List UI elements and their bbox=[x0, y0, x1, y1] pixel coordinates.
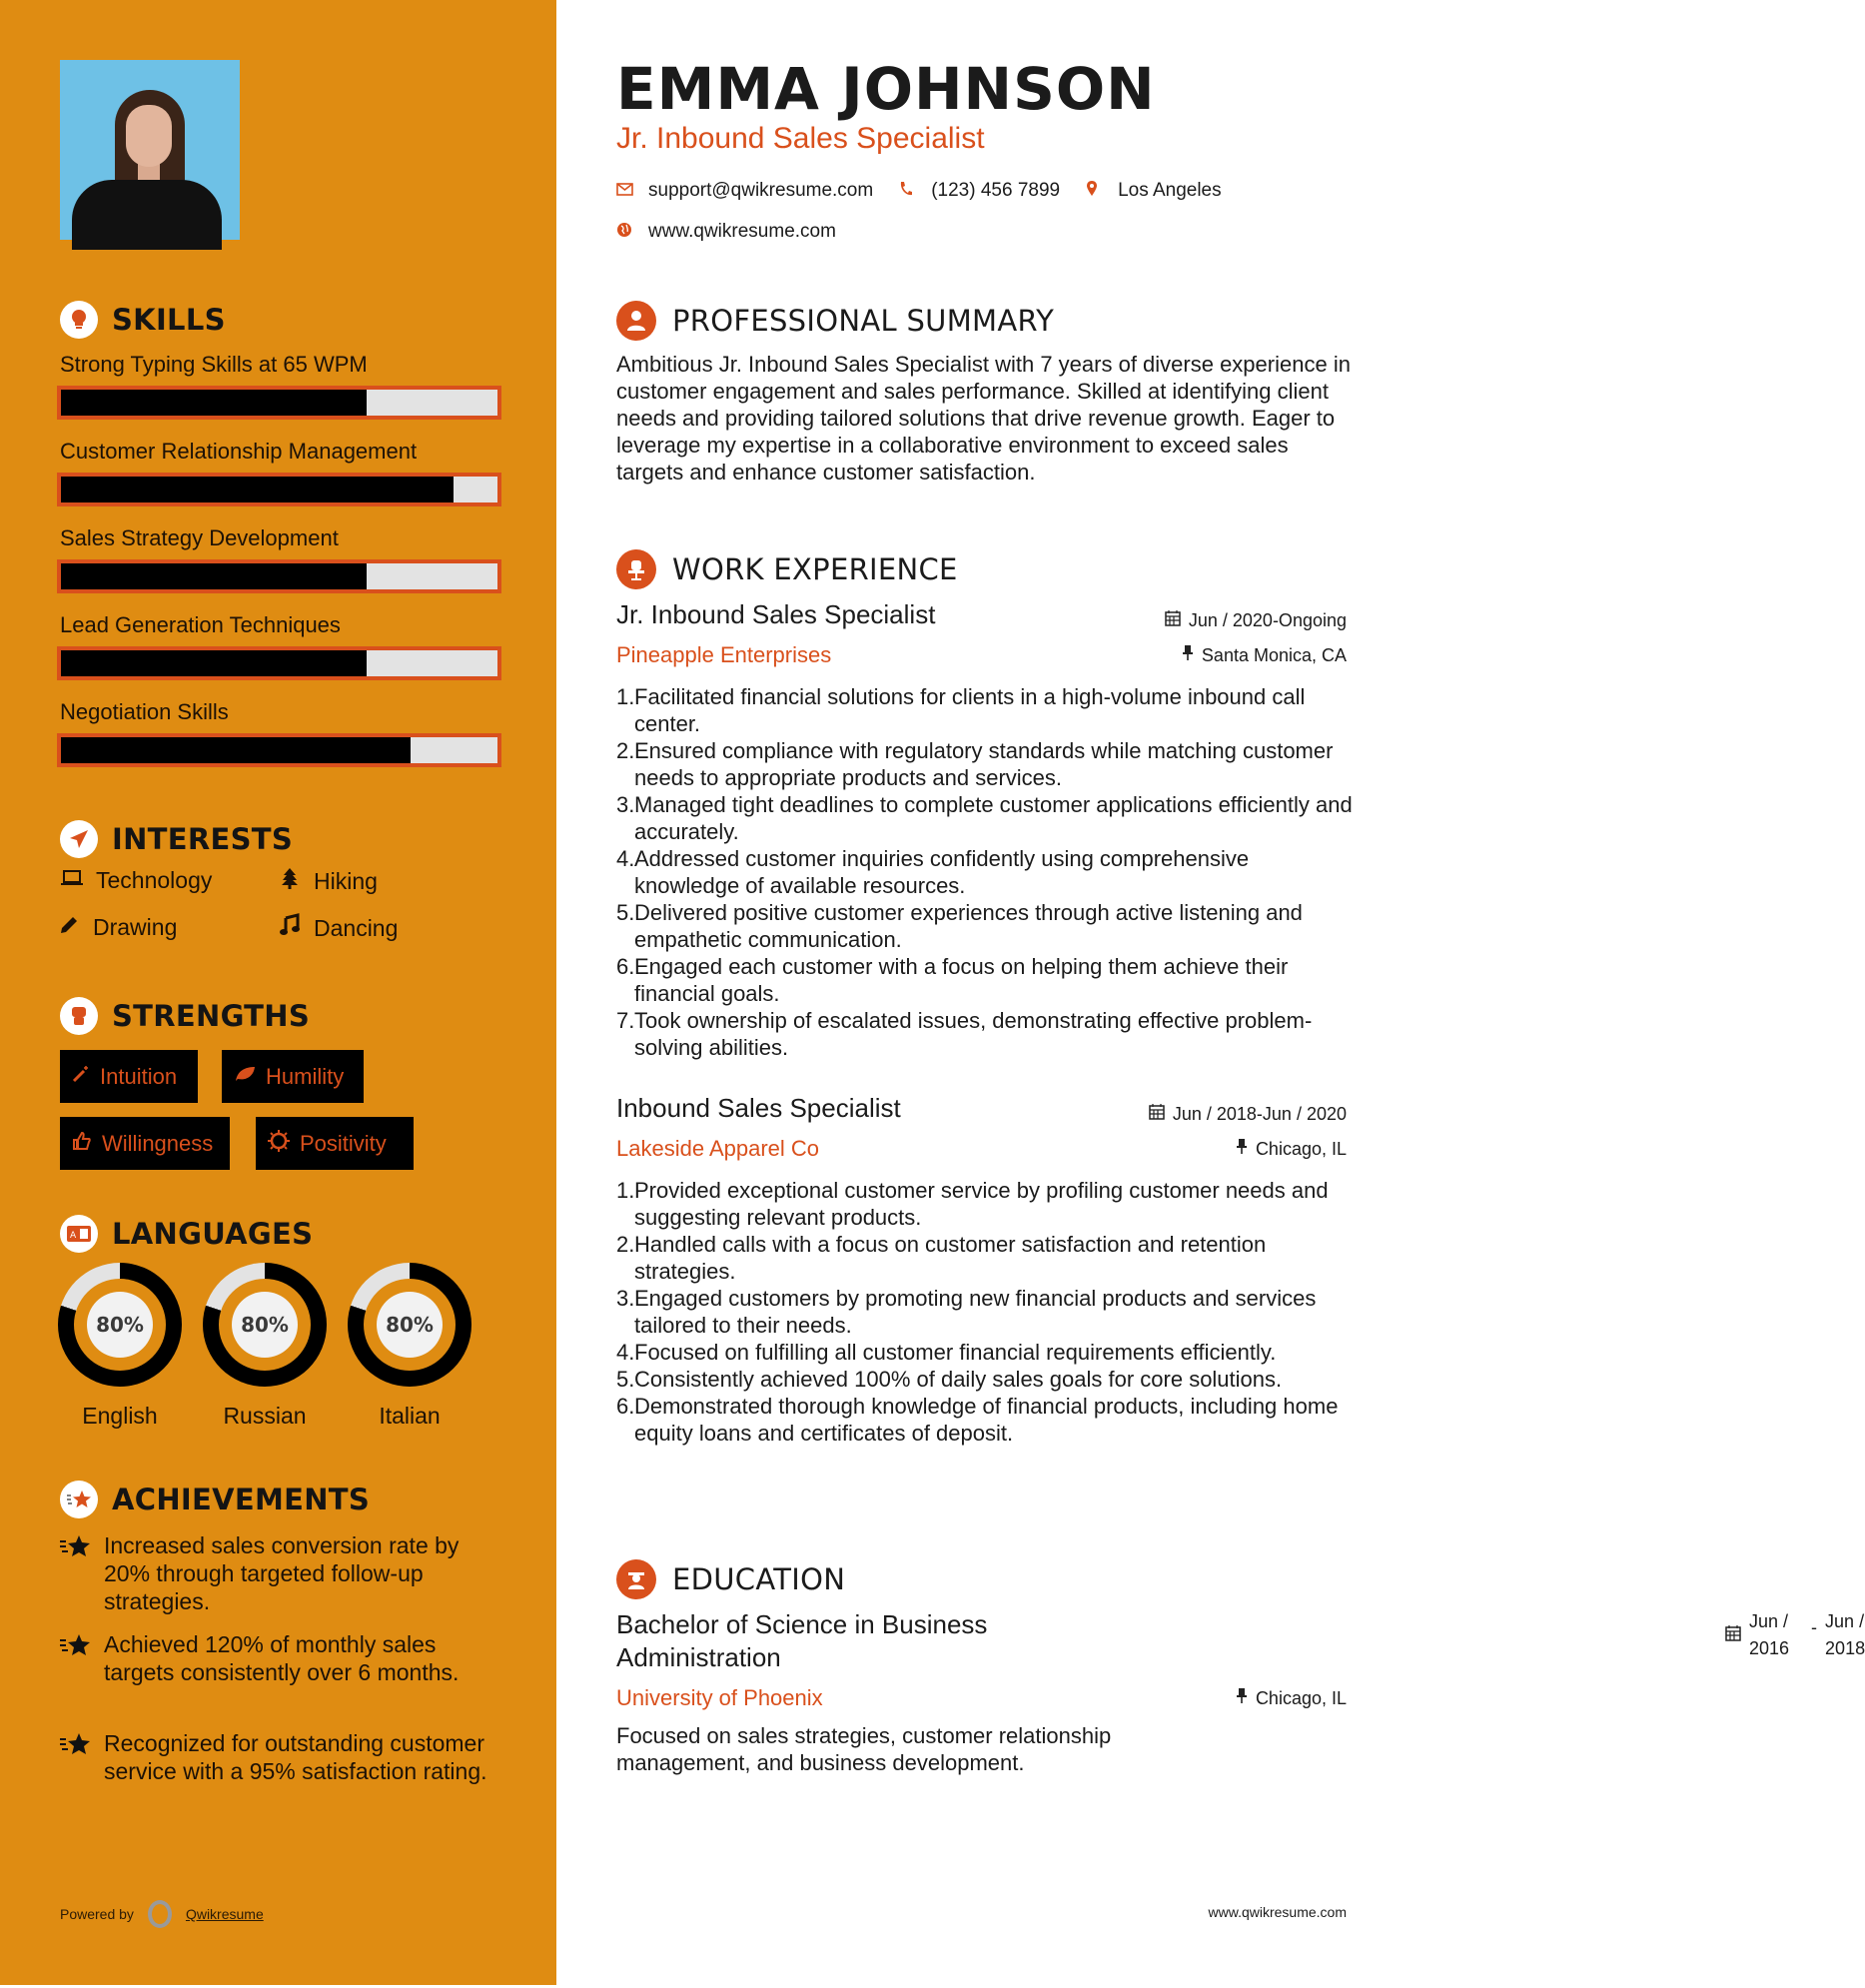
pushpin-icon bbox=[1182, 644, 1194, 666]
calendar-icon bbox=[1165, 609, 1181, 631]
degree-line-2: Administration bbox=[616, 1642, 781, 1672]
strength-label: Humility bbox=[266, 1063, 345, 1089]
strength-tag bbox=[60, 1117, 230, 1170]
calendar-icon bbox=[1725, 1608, 1741, 1662]
user-icon bbox=[616, 301, 656, 341]
job-bullets bbox=[616, 1177, 1356, 1447]
skill-bar-fill bbox=[61, 477, 454, 502]
achievement-item bbox=[60, 1729, 509, 1785]
bullet-item: 3. Managed tight deadlines to complete customer applications efficiently and accurately. bbox=[616, 792, 1353, 844]
strengths-title: STRENGTHS bbox=[112, 999, 311, 1033]
skill-label: Lead Generation Techniques bbox=[60, 612, 341, 637]
languages-title: LANGUAGES bbox=[112, 1217, 314, 1251]
language-item bbox=[58, 1263, 182, 1430]
music-icon bbox=[278, 914, 302, 942]
language-name: English bbox=[82, 1403, 158, 1429]
interest-item bbox=[57, 914, 177, 941]
contact-row bbox=[616, 221, 836, 243]
qwikresume-logo-icon bbox=[148, 1900, 172, 1928]
thumbs-up-icon bbox=[72, 1131, 92, 1157]
bullet-item: 7. Took ownership of escalated issues, demonstrating effective problem-solving abilities. bbox=[616, 1008, 1313, 1060]
person-role: Jr. Inbound Sales Specialist bbox=[616, 122, 985, 155]
skill-bar-fill bbox=[61, 563, 367, 589]
skill-bar bbox=[57, 733, 501, 767]
education-location bbox=[1236, 1687, 1347, 1709]
skill-label: Sales Strategy Development bbox=[60, 525, 339, 550]
skill-bar bbox=[57, 473, 501, 506]
language-ring bbox=[58, 1263, 182, 1387]
education-title: EDUCATION bbox=[672, 1562, 846, 1596]
achievement-item bbox=[60, 1630, 509, 1686]
skill-label: Customer Relationship Management bbox=[60, 439, 418, 464]
interest-label: Hiking bbox=[314, 867, 378, 894]
bullet-item: 4. Focused on fulfilling all customer financial requirements efficiently. bbox=[616, 1340, 1277, 1365]
skill-label: Strong Typing Skills at 65 WPM bbox=[60, 352, 368, 377]
person-name: EMMA JOHNSON bbox=[616, 55, 1156, 123]
interests-title: INTERESTS bbox=[112, 822, 294, 856]
language-item bbox=[203, 1263, 327, 1430]
skill-bar bbox=[57, 646, 501, 680]
company-name: Lakeside Apparel Co bbox=[616, 1136, 820, 1161]
bullet-item: 1. Provided exceptional customer service by profiling customer needs and suggesting relevant products. bbox=[616, 1178, 1329, 1230]
interest-item bbox=[278, 867, 378, 895]
phone-text: (123) 456 7899 bbox=[931, 180, 1061, 201]
interests-heading bbox=[60, 820, 293, 858]
tree-icon bbox=[278, 867, 302, 895]
summary-title: PROFESSIONAL SUMMARY bbox=[672, 304, 1055, 338]
magic-wand-icon bbox=[72, 1065, 90, 1089]
achievements-title: ACHIEVEMENTS bbox=[112, 1483, 371, 1516]
bullet-item: 5. Consistently achieved 100% of daily sales goals for core solutions. bbox=[616, 1367, 1283, 1392]
strength-label: Positivity bbox=[300, 1130, 387, 1156]
interest-item bbox=[60, 867, 212, 894]
language-name: Italian bbox=[379, 1403, 441, 1429]
svg-text:A: A bbox=[70, 1231, 77, 1241]
summary-text: Ambitious Jr. Inbound Sales Specialist with 7 years of diverse experience in customer engagement and sales performance. Skilled at identifying client needs and providing tailored solutions that drive revenue growth. Eager to leverage my expertise in a collaborative environment to exceed sales targets and enhance customer satisfaction. bbox=[616, 352, 1351, 485]
language-ring bbox=[348, 1263, 471, 1387]
skill-bar bbox=[57, 386, 501, 420]
education-location-text: Chicago, IL bbox=[1255, 1687, 1347, 1708]
main-content bbox=[556, 0, 1865, 1988]
education-description: Focused on sales strategies, customer relationship management, and business development. bbox=[616, 1723, 1112, 1775]
footer-url[interactable]: www.qwikresume.com bbox=[1208, 1904, 1347, 1920]
powered-by-label: Powered by bbox=[60, 1906, 134, 1922]
job-location-text: Chicago, IL bbox=[1255, 1138, 1347, 1159]
job-title: Inbound Sales Specialist bbox=[616, 1093, 901, 1123]
bullet-item: 3. Engaged customers by promoting new financial products and services tailored to their needs. bbox=[616, 1286, 1317, 1338]
education-end: Jun / 2018 bbox=[1825, 1611, 1865, 1658]
pushpin-icon bbox=[1236, 1687, 1248, 1709]
strength-tag bbox=[222, 1050, 364, 1103]
education-start: Jun / 2016 bbox=[1749, 1611, 1790, 1658]
job-location-text: Santa Monica, CA bbox=[1201, 644, 1347, 665]
location-text: Los Angeles bbox=[1118, 180, 1222, 201]
achievement-text: Increased sales conversion rate by 20% through targeted follow-up strategies. bbox=[104, 1532, 460, 1614]
paper-plane-icon bbox=[60, 820, 98, 858]
language-ring bbox=[203, 1263, 327, 1387]
bullet-item: 1. Facilitated financial solutions for clients in a high-volume inbound call center. bbox=[616, 684, 1306, 736]
photo-face bbox=[126, 105, 172, 167]
achievements-heading bbox=[60, 1481, 370, 1518]
language-item bbox=[348, 1263, 471, 1430]
date-separator: - bbox=[1811, 1617, 1818, 1637]
skills-title: SKILLS bbox=[112, 303, 226, 337]
strength-label: Willingness bbox=[102, 1130, 214, 1156]
sun-icon bbox=[268, 1130, 290, 1158]
shooting-star-icon bbox=[60, 1630, 92, 1686]
job-dates bbox=[1165, 609, 1347, 631]
achievement-text: Recognized for outstanding customer service with a 95% satisfaction rating. bbox=[104, 1730, 487, 1784]
job-bullets bbox=[616, 683, 1356, 1061]
map-marker-icon bbox=[1086, 180, 1104, 202]
bullet-item: 4. Addressed customer inquiries confidently using comprehensive knowledge of available resources. bbox=[616, 846, 1250, 898]
degree-title bbox=[616, 1608, 987, 1674]
bullet-item: 6. Demonstrated thorough knowledge of financial products, including home equity loans and certificates of deposit. bbox=[616, 1394, 1339, 1446]
laptop-icon bbox=[60, 869, 84, 893]
skills-heading bbox=[60, 301, 226, 339]
pushpin-icon bbox=[1236, 1138, 1248, 1160]
strength-tag bbox=[60, 1050, 198, 1103]
education-heading bbox=[616, 1559, 845, 1599]
languages-heading bbox=[60, 1215, 313, 1253]
shooting-star-icon bbox=[60, 1531, 92, 1615]
office-chair-icon bbox=[616, 549, 656, 589]
shooting-star-icon bbox=[60, 1481, 98, 1518]
bullet-item: 6. Engaged each customer with a focus on helping them achieve their financial goals. bbox=[616, 954, 1289, 1006]
strength-tag bbox=[256, 1117, 414, 1170]
language-name: Russian bbox=[223, 1403, 307, 1429]
job-location bbox=[1182, 644, 1347, 666]
phone-icon bbox=[899, 181, 917, 202]
achievement-item bbox=[60, 1531, 509, 1615]
language-percent: 80% bbox=[232, 1292, 298, 1358]
job-location bbox=[1236, 1138, 1347, 1160]
skill-label: Negotiation Skills bbox=[60, 699, 229, 724]
calendar-icon bbox=[1149, 1103, 1165, 1125]
skill-bar-fill bbox=[61, 390, 367, 416]
achievement-text: Achieved 120% of monthly sales targets consistently over 6 months. bbox=[104, 1631, 460, 1685]
experience-title: WORK EXPERIENCE bbox=[672, 552, 958, 586]
fist-icon bbox=[60, 997, 98, 1035]
website-text[interactable]: www.qwikresume.com bbox=[648, 221, 836, 242]
profile-photo bbox=[60, 60, 240, 240]
powered-by bbox=[60, 1900, 264, 1928]
strength-label: Intuition bbox=[100, 1063, 178, 1089]
job-dates-text: Jun / 2018-Jun / 2020 bbox=[1172, 1103, 1347, 1124]
skill-bar bbox=[57, 559, 501, 593]
email-text[interactable]: support@qwikresume.com bbox=[648, 180, 874, 201]
lightbulb-icon bbox=[60, 301, 98, 339]
bullet-item: 2. Ensured compliance with regulatory standards while matching customer needs to appropriate products and services. bbox=[616, 738, 1334, 790]
job-dates-text: Jun / 2020-Ongoing bbox=[1188, 609, 1347, 630]
experience-heading bbox=[616, 549, 958, 589]
interest-label: Drawing bbox=[93, 914, 178, 940]
leaf-icon bbox=[234, 1065, 256, 1089]
contact-row bbox=[616, 180, 1222, 202]
bullet-item: 2. Handled calls with a focus on customer satisfaction and retention strategies. bbox=[616, 1232, 1267, 1284]
qwikresume-link[interactable]: Qwikresume bbox=[185, 1906, 264, 1922]
sidebar bbox=[0, 0, 556, 1985]
skill-bar-fill bbox=[61, 650, 367, 676]
shooting-star-icon bbox=[60, 1729, 92, 1785]
interest-label: Dancing bbox=[314, 914, 399, 941]
language-percent: 80% bbox=[377, 1292, 443, 1358]
globe-icon bbox=[616, 222, 634, 243]
job-dates bbox=[1149, 1103, 1347, 1125]
summary-heading bbox=[616, 301, 1054, 341]
job-title: Jr. Inbound Sales Specialist bbox=[616, 599, 936, 629]
language-icon bbox=[60, 1215, 98, 1253]
graduate-icon bbox=[616, 1559, 656, 1599]
interest-item bbox=[278, 914, 398, 942]
photo-jacket bbox=[72, 180, 222, 250]
interest-label: Technology bbox=[96, 867, 213, 893]
degree-line-1: Bachelor of Science in Business bbox=[616, 1609, 988, 1639]
envelope-icon bbox=[616, 181, 634, 201]
education-dates bbox=[1725, 1608, 1865, 1662]
school-name: University of Phoenix bbox=[616, 1685, 823, 1710]
language-percent: 80% bbox=[87, 1292, 153, 1358]
skill-bar-fill bbox=[61, 737, 411, 763]
strengths-heading bbox=[60, 997, 310, 1035]
company-name: Pineapple Enterprises bbox=[616, 642, 832, 667]
pencil-icon bbox=[57, 915, 81, 941]
bullet-item: 5. Delivered positive customer experiences through active listening and empathetic communication. bbox=[616, 900, 1303, 952]
